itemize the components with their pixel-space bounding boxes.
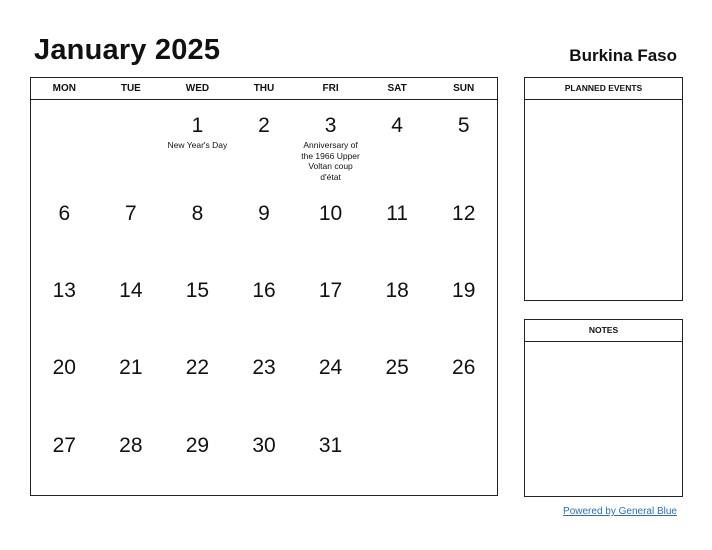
day-cell [430, 188, 497, 265]
day-number: 17 [318, 279, 343, 302]
day-cell [231, 100, 298, 188]
day-number: 1 [191, 114, 204, 137]
day-number: 10 [318, 202, 343, 225]
day-number: 22 [185, 356, 210, 379]
day-cell [297, 420, 364, 496]
day-cell [231, 188, 298, 265]
day-number: 30 [252, 434, 276, 457]
day-cell [364, 100, 431, 188]
day-cell [231, 420, 298, 496]
weekday-header [31, 78, 497, 100]
day-number: 8 [191, 202, 204, 225]
day-number: 21 [119, 356, 143, 379]
calendar-body [31, 100, 497, 496]
day-cell [31, 100, 98, 188]
day-cell [164, 188, 231, 265]
weekday-label: SAT [387, 83, 407, 94]
day-number: 2 [258, 114, 270, 137]
notes-panel [524, 319, 683, 497]
day-cell [231, 265, 298, 342]
day-number: 9 [258, 202, 270, 225]
day-cell [364, 420, 431, 496]
day-number: 11 [386, 202, 409, 225]
day-number: 4 [391, 114, 403, 137]
day-cell [31, 342, 98, 420]
day-cell [364, 342, 431, 420]
day-cell [297, 188, 364, 265]
day-cell [430, 265, 497, 342]
day-cell [164, 342, 231, 420]
day-cell [98, 420, 165, 496]
notes-heading: NOTES [525, 320, 682, 342]
day-number: 23 [252, 356, 276, 379]
weekday-label: WED [185, 83, 210, 94]
country-label: Burkina Faso [569, 46, 677, 65]
holiday-label: New Year's Day [167, 140, 228, 150]
day-number: 16 [252, 279, 276, 302]
planned-events-heading: PLANNED EVENTS [525, 78, 682, 100]
day-cell [164, 100, 231, 188]
day-number: 13 [52, 279, 76, 302]
day-cell [31, 420, 98, 496]
day-number: 29 [185, 434, 210, 457]
day-number: 14 [119, 279, 143, 302]
weekday-label: THU [253, 83, 275, 94]
weekday-label: SUN [453, 83, 475, 94]
day-cell [297, 100, 364, 188]
day-number: 6 [58, 202, 71, 225]
day-number: 27 [52, 434, 76, 457]
day-number: 31 [318, 434, 343, 457]
day-cell [430, 342, 497, 420]
day-number: 20 [52, 356, 76, 379]
day-number: 3 [324, 114, 337, 137]
day-number: 15 [185, 279, 210, 302]
powered-by-link[interactable]: Powered by General Blue [563, 506, 677, 517]
holiday-label: Anniversary of the 1966 Upper Voltan coup d'état [301, 140, 360, 182]
day-cell [297, 265, 364, 342]
day-cell [98, 265, 165, 342]
day-cell [98, 188, 165, 265]
day-cell [231, 342, 298, 420]
day-number: 25 [385, 356, 409, 379]
day-cell [297, 342, 364, 420]
day-number: 26 [452, 356, 476, 379]
planned-events-panel [524, 77, 683, 301]
day-cell [98, 342, 165, 420]
day-cell [31, 265, 98, 342]
day-number: 5 [457, 114, 470, 137]
day-cell [98, 100, 165, 188]
day-number: 7 [125, 202, 137, 225]
day-number: 24 [318, 356, 343, 379]
day-cell [164, 420, 231, 496]
day-cell [430, 420, 497, 496]
day-cell [430, 100, 497, 188]
day-cell [31, 188, 98, 265]
day-number: 19 [452, 279, 476, 302]
day-number: 18 [385, 279, 409, 302]
day-number: 28 [119, 434, 143, 457]
day-cell [364, 188, 431, 265]
calendar-grid [30, 77, 498, 496]
weekday-label: FRI [322, 83, 339, 94]
day-cell [164, 265, 231, 342]
day-cell [364, 265, 431, 342]
weekday-label: TUE [120, 83, 141, 94]
weekday-label: MON [52, 83, 76, 94]
day-number: 12 [452, 202, 476, 225]
page-title: January 2025 [34, 34, 221, 66]
